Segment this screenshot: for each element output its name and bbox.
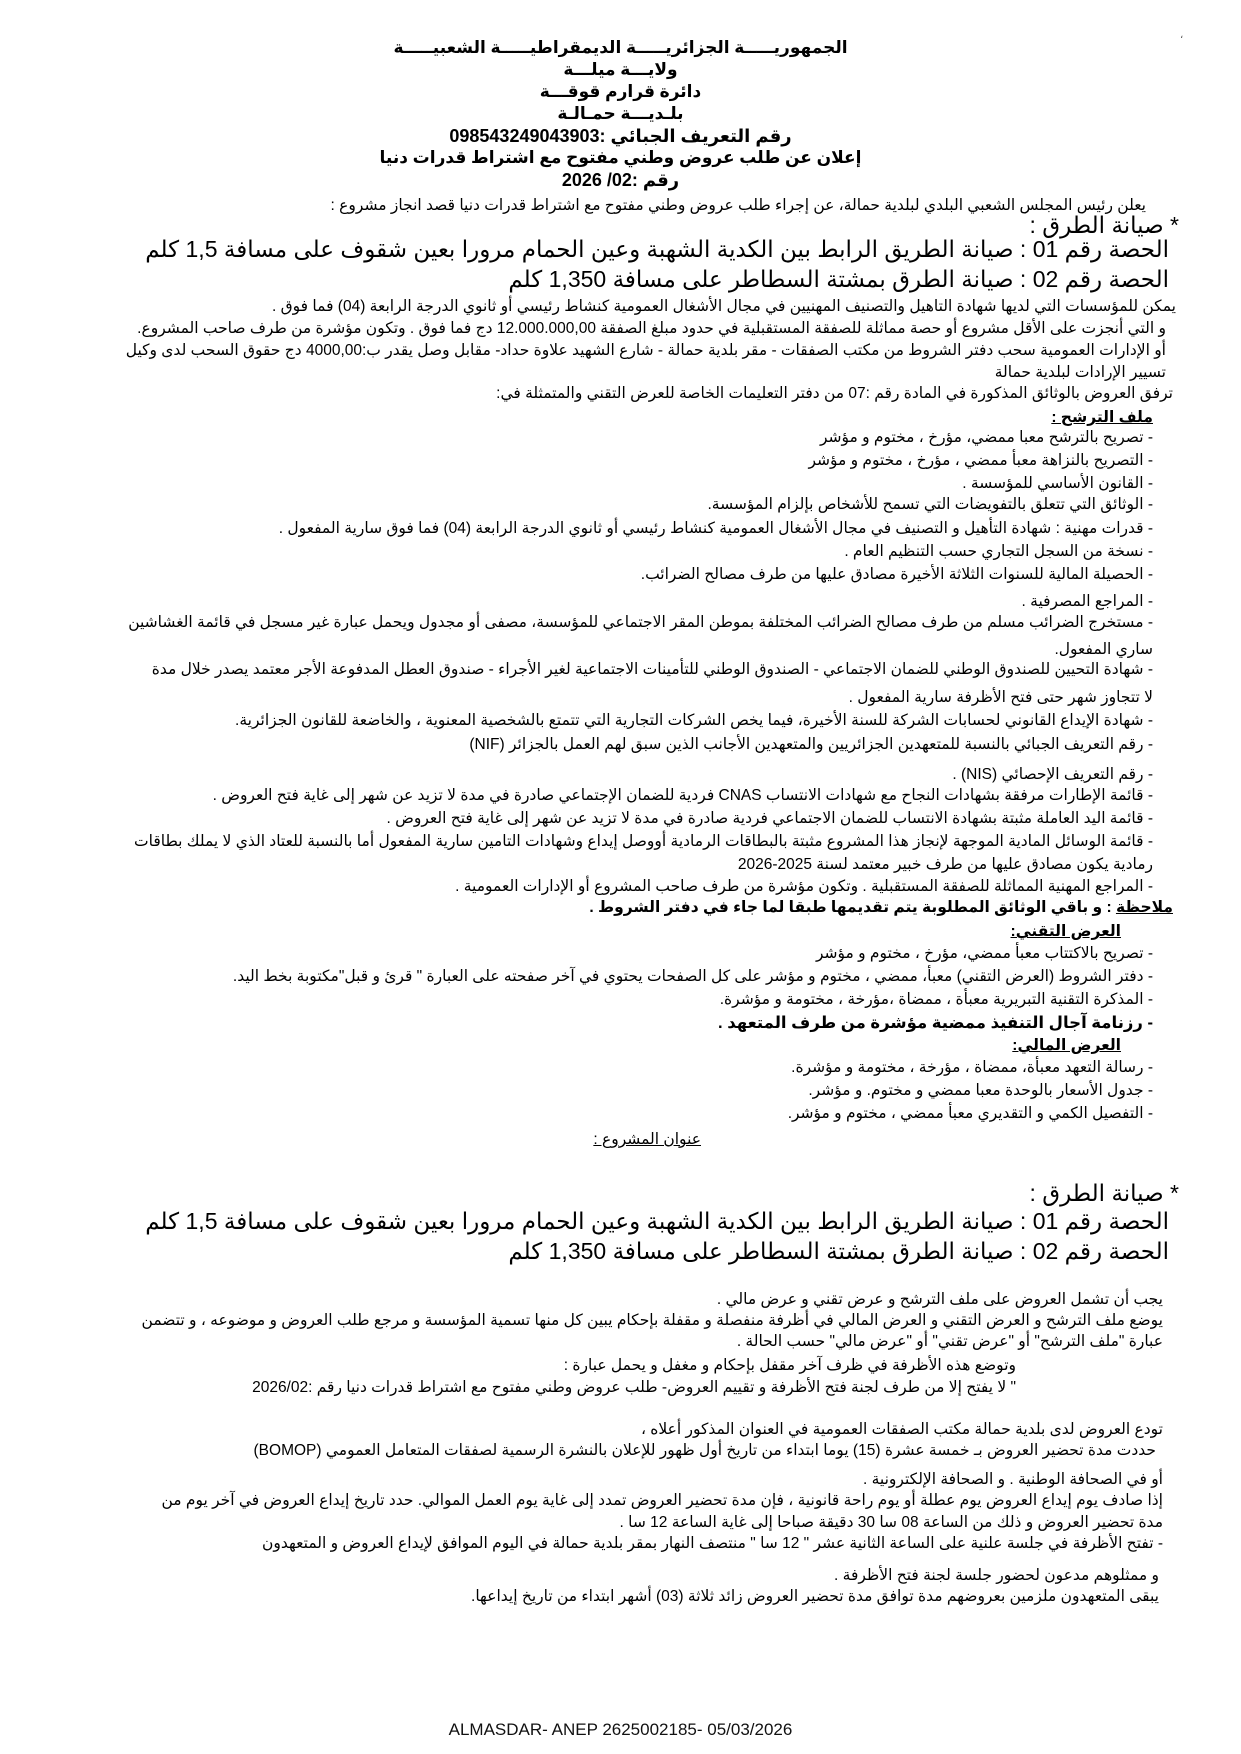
candidacy-item: رمادية يكون مصادق عليها من طرف خبير معتمد لسنة 2025-2026 [737, 856, 1153, 873]
eligibility-line-3: أو الإدارات العمومية سحب دفتر الشروط من مكتب الصفقات - مقر بلدية حمالة - شارع الشهيد علاوة حداد- مقابل وصل يقدر ب:4000,00 دج حقوق السحب لدى وكيل [125, 342, 1166, 359]
submission-line: مدة تحضير العروض و ذلك من الساعة 08 سا 30 دقيقة صباحا إلى غاية الساعة 12 سا . [619, 1514, 1163, 1531]
project-repeat-lot-1: الحصة رقم 01 : صيانة الطريق الرابط بين الكدية الشهبة وعين الحمام مرورا بعين شقوف على مسافة 1,5 كلم [145, 1208, 1169, 1234]
financial-offer-item: - رسالة التعهد معبأة، ممضاة ، مؤرخة ، مختومة و مؤشرة. [791, 1059, 1153, 1076]
project-lot-1: الحصة رقم 01 : صيانة الطريق الرابط بين الكدية الشهبة وعين الحمام مرورا بعين شقوف على مسافة 1,5 كلم [145, 236, 1169, 262]
project-title-label: عنوان المشروع : [593, 1131, 701, 1148]
submission-line: يبقى المتعهدون ملزمين بعروضهم مدة توافق مدة تحضير العروض زائد ثلاثة (03) أشهر ابتداء من تاريخ إيداعها. [471, 1588, 1159, 1605]
candidacy-item: لا تتجاوز شهر حتى فتح الأظرفة سارية المفعول . [848, 689, 1153, 706]
candidacy-item: - رقم التعريف الجبائي بالنسبة للمتعهدين الجزائريين والمتعهدين الأجانب الذين سبق لهم العمل بالجزائر (NIF) [469, 736, 1153, 753]
submission-line: أو في الصحافة الوطنية . و الصحافة الإلكترونية . [863, 1471, 1163, 1488]
technical-offer-item: - دفتر الشروط (العرض التقني) معبأ، ممضي ، مختوم و مؤشر على كل الصفحات يحتوي في آخر صفحته على العبارة " قرئ و قبل"مكتوبة بخط اليد. [232, 968, 1153, 985]
candidacy-item: ساري المفعول. [1054, 641, 1153, 658]
technical-offer-heading: العرض التقني: [1010, 923, 1121, 940]
submission-line: و ممثلوهم مدعون لحضور جلسة لجنة فتح الأظرفة . [834, 1567, 1159, 1584]
submission-line: وتوضع هذه الأظرفة في ظرف آخر مقفل بإحكام و مغفل و يحمل عبارة : [563, 1357, 1016, 1374]
technical-offer-item: - رزنامة آجال التنفيذ ممضية مؤشرة من طرف المتعهد . [718, 1014, 1153, 1032]
candidacy-heading: ملف الترشح : [1051, 409, 1153, 426]
intro-text: يعلن رئيس المجلس الشعبي البلدي لبلدية حمالة، عن إجراء طلب عروض وطني مفتوح مع اشتراط قدرات دنيا قصد انجاز مشروع : [330, 197, 1146, 214]
candidacy-item: - قائمة الوسائل المادية الموجهة لإنجاز هذا المشروع مثبتة بالبطاقات الرمادية أووصل إيداع وشهادات التامين سارية المفعول أما بالنسبة للعتاد الذي لا يملك بطاقات [134, 833, 1153, 850]
note-text: : و باقي الوثائق المطلوبة يتم تقديمها طبقا لما جاء في دفتر الشروط . [589, 899, 1116, 916]
header-nif: رقم التعريف الجبائي :098543249043903 [449, 126, 792, 146]
submission-line: عبارة "ملف الترشح" أو "عرض تقني" أو "عرض مالي" حسب الحالة . [736, 1333, 1163, 1350]
eligibility-line-1: يمكن للمؤسسات التي لديها شهادة التاهيل والتصنيف المهنيين في مجال الأشغال العمومية كنشاط رئيسي أو ثانوي الدرجة الرابعة (04) فما فوق . [272, 298, 1176, 315]
note-label: ملاحظة [1115, 899, 1173, 916]
financial-offer-item: - التفصيل الكمي و التقديري معبأ ممضي ، مختوم و مؤشر. [787, 1105, 1153, 1122]
technical-offer-item: - تصريح بالاكتتاب معبأ ممضي، مؤرخ ، مختوم و مؤشر [815, 945, 1153, 962]
eligibility-line-4: تسيير الإرادات لبلدية حمالة [994, 364, 1166, 381]
financial-offer-heading: العرض المالي: [1012, 1037, 1121, 1054]
submission-line: يجب أن تشمل العروض على ملف الترشح و عرض تقني و عرض مالي . [716, 1291, 1163, 1308]
submission-line: يوضع ملف الترشح و العرض التقني و العرض المالي في أظرفة منفصلة و مقفلة بإحكام يبين كل منها تسمية المؤسسة و مرجع طلب العروض و موضوعه ، و تتضمن [141, 1312, 1163, 1329]
announcement-title: إعلان عن طلب عروض وطني مفتوح مع اشتراط قدرات دنيا [379, 148, 862, 167]
candidacy-item: - شهادة الإيداع القانوني لحسابات الشركة للسنة الأخيرة، فيما يخص الشركات التجارية التي تتمتع بالشخصية المعنوية ، والخاضعة للقانون الجزائرية. [235, 712, 1153, 729]
project-lot-2: الحصة رقم 02 : صيانة الطرق بمشتة السطاطر على مسافة 1,350 كلم [508, 266, 1169, 292]
submission-line: حددت مدة تحضير العروض بـ خمسة عشرة (15) يوما ابتداء من تاريخ أول ظهور للإعلان بالنشرة الرسمية لصفقات المتعامل العمومي (BOMOP) [253, 1442, 1156, 1459]
candidacy-item: - نسخة من السجل التجاري حسب التنظيم العام . [844, 543, 1153, 560]
candidacy-item: - مستخرج الضرائب مسلم من طرف مصالح الضرائب المختلفة بموطن المقر الاجتماعي للمؤسسة، مصفى أو مجدول ويحمل عبارة غير مسجل في قائمة الغشاشين [128, 614, 1153, 631]
candidacy-item: - قدرات مهنية : شهادة التأهيل و التصنيف في مجال الأشغال العمومية كنشاط رئيسي أو ثانوي الدرجة الرابعة (04) فما فوق سارية المفعول . [278, 520, 1153, 537]
project-heading: * صيانة الطرق : [1029, 212, 1179, 238]
candidacy-item: - تصريح بالترشح معبا ممضي، مؤرخ ، مختوم و مؤشر [819, 429, 1153, 446]
candidacy-item: - الحصيلة المالية للسنوات الثلاثة الأخيرة مصادق عليها من طرف مصالح الضرائب. [640, 566, 1153, 583]
scan-mark: ، [1180, 30, 1184, 41]
announcement-number: رقم :02/ 2026 [561, 170, 680, 190]
submission-line: " لا يفتح إلا من طرف لجنة فتح الأظرفة و تقييم العروض- طلب عروض وطني مفتوح مع اشتراط قدرات دنيا رقم :2026/02 [252, 1379, 1016, 1396]
candidacy-item: - التصريح بالنزاهة معبأ ممضي ، مؤرخ ، مختوم و مؤشر [808, 452, 1153, 469]
header-commune: بلـديـــة حمـالـة [557, 104, 684, 123]
candidacy-item: - الوثائق التي تتعلق بالتفويضات التي تسمح للأشخاص بإلزام المؤسسة. [707, 496, 1153, 513]
candidacy-item: - قائمة اليد العاملة مثبتة بشهادة الانتساب للضمان الاجتماعي فردية صادرة في مدة لا تزيد عن شهر إلى غاية فتح العروض . [386, 810, 1153, 827]
header-country: الجمهوريـــــة الجزائريـــــة الديمقراطيـــــة الشعبيـــــة [393, 38, 848, 57]
eligibility-line-5: ترفق العروض بالوثائق المذكورة في المادة رقم :07 من دفتر التعليمات الخاصة للعرض التقني والمتمثلة في: [496, 385, 1173, 402]
footer-reference: ALMASDAR- ANEP 2625002185- 05/03/2026 [448, 1720, 793, 1739]
submission-line: تودع العروض لدى بلدية حمالة مكتب الصفقات العمومية في العنوان المذكور أعلاه ، [640, 1421, 1163, 1438]
technical-offer-item: - المذكرة التقنية التبريرية معبأة ، ممضاة ،مؤرخة ، مختومة و مؤشرة. [719, 991, 1153, 1008]
financial-offer-item: - جدول الأسعار بالوحدة معبا ممضي و مختوم. و مؤشر. [808, 1082, 1153, 1099]
submission-line: إذا صادف يوم إيداع العروض يوم عطلة أو يوم راحة قانونية ، فإن مدة تحضير العروض تمدد إلى غاية يوم العمل الموالي. حدد تاريخ إيداع العروض في آخر يوم من [161, 1492, 1163, 1509]
project-repeat-heading: * صيانة الطرق : [1029, 1180, 1179, 1206]
eligibility-line-2: و التي أنجزت على الأقل مشروع أو حصة مماثلة للصفقة المستقبلية في حدود مبلغ الصفقة 12.000.000,00 دج فما فوق . وتكون مؤشرة من طرف صاحب المشروع. [137, 320, 1166, 337]
candidacy-item: - المراجع المصرفية . [1021, 593, 1153, 610]
header-daira: دائرة قرارم قوقـــة [539, 82, 702, 101]
candidacy-item: - شهادة التحيين للصندوق الوطني للضمان الاجتماعي - الصندوق الوطني للتأمينات الاجتماعية لغير الأجراء - صندوق العطل المدفوعة الأجر معتمد يصدر خلال مدة [151, 661, 1153, 678]
candidacy-item: - القانون الأساسي للمؤسسة . [962, 475, 1153, 492]
candidacy-item: - المراجع المهنية المماثلة للصفقة المستقبلية . وتكون مؤشرة من طرف صاحب المشروع أو الإدارات العمومية . [455, 878, 1153, 895]
header-wilaya: ولايـــة ميلـــة [563, 60, 678, 79]
project-repeat-lot-2: الحصة رقم 02 : صيانة الطرق بمشتة السطاطر على مسافة 1,350 كلم [508, 1238, 1169, 1264]
candidacy-item: - رقم التعريف الإحصائي (NIS) . [952, 766, 1153, 783]
candidacy-note [589, 898, 1173, 917]
candidacy-item: - قائمة الإطارات مرفقة بشهادات النجاح مع شهادات الانتساب CNAS فردية للضمان الإجتماعي صادرة في مدة لا تزيد عن شهر إلى غاية فتح العروض . [212, 787, 1153, 804]
submission-line: - تفتح الأظرفة في جلسة علنية على الساعة الثانية عشر " 12 سا " منتصف النهار بمقر بلدية حمالة في اليوم الموافق لإيداع العروض و المتعهدون [262, 1535, 1163, 1552]
